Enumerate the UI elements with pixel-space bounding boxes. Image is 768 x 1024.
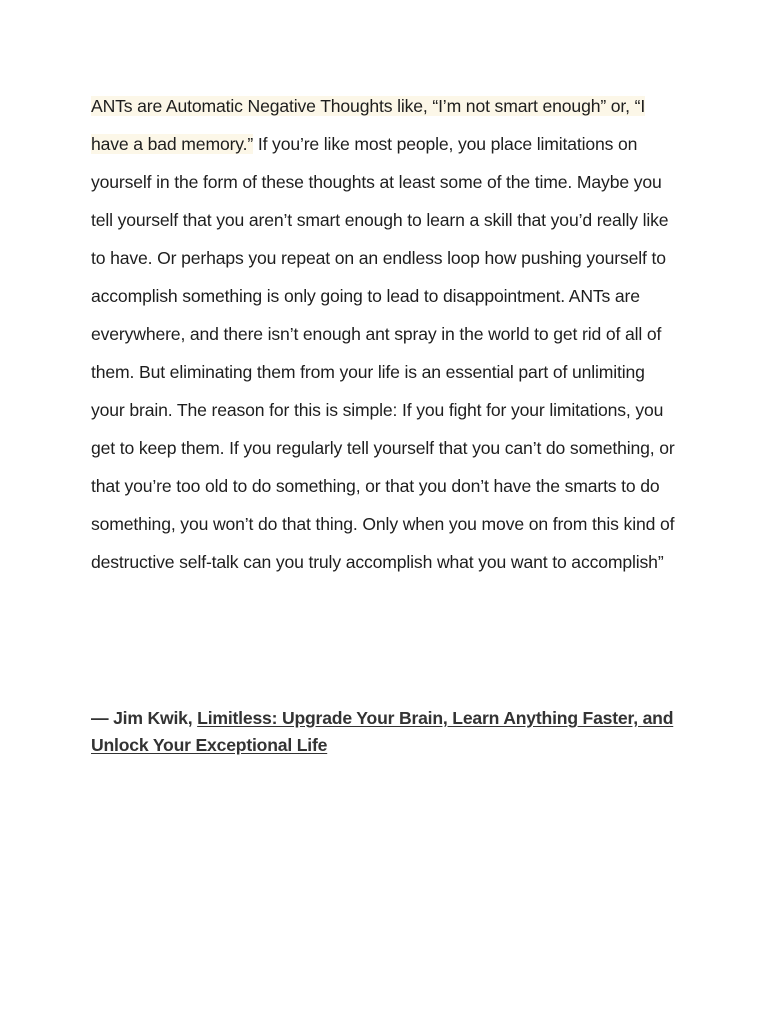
book-title-link[interactable]: Limitless: Upgrade Your Brain, Learn Anything Faster, and Unlock Your Exceptional Life [91, 708, 674, 755]
highlighted-text: ANTs are Automatic Negative Thoughts like, “I’m not smart enough” or, “I have a bad memory.” [91, 96, 646, 154]
quote-body: If you’re like most people, you place limitations on yourself in the form of these thoughts at least some of the time. Maybe you tell yourself that you aren’t smart enough to learn a skill that you’d really like to have. Or perhaps you repeat on an endless loop how pushing yourself to accomplish something is only going to lead to disappointment. ANTs are everywhere, and there isn’t enough ant spray in the world to get rid of all of them. But eliminating them from your life is an essential part of unlimiting your brain. The reason for this is simple: If you fight for your limitations, you get to keep them. If you regularly tell yourself that you can’t do something, or that you’re too old to do something, or that you don’t have the smarts to do something, you won’t do that thing. Only when you move on from this kind of destructive self-talk can you truly accomplish what you want to accomplish” [91, 134, 675, 572]
attribution [91, 705, 683, 759]
author-name: ― Jim Kwik, [91, 708, 198, 728]
quote-text [91, 87, 683, 581]
